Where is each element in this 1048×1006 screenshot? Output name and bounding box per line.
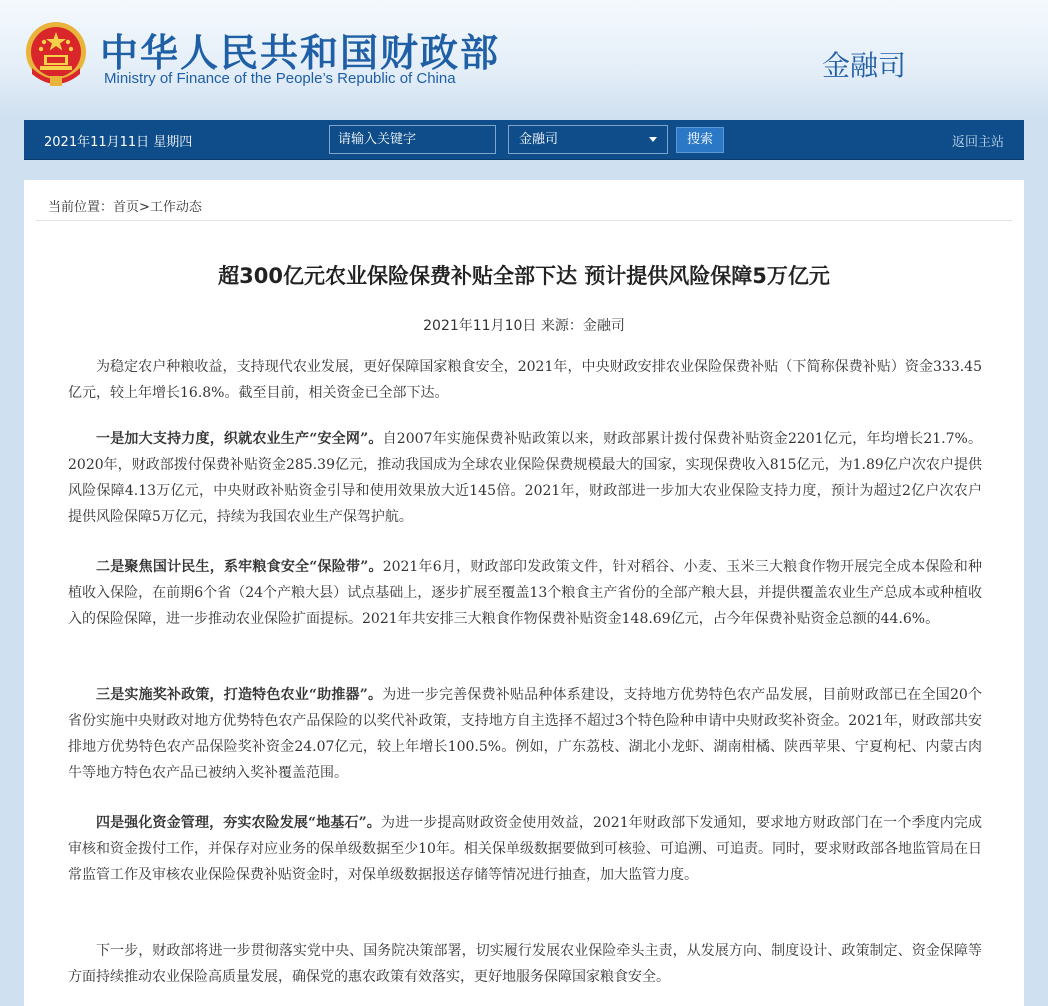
chevron-down-icon — [649, 137, 657, 142]
search-button[interactable]: 搜索 — [676, 127, 724, 153]
article-title: 超300亿元农业保险保费补贴全部下达 预计提供风险保障5万亿元 — [218, 264, 830, 288]
breadcrumb[interactable]: 当前位置：首页>工作动态 — [48, 200, 202, 215]
site-title: 中华人民共和国财政部 — [100, 31, 501, 75]
search-input[interactable] — [329, 125, 496, 154]
paragraph-intro: 为稳定农户种粮收益，支持现代农业发展，更好保障国家粮食安全，2021年，中央财政安排农业保险保费补贴（下简称保费补贴）资金333.45亿元，较上年增长16.8%。截至目前，相关资金已全部下达。 — [68, 359, 982, 401]
department-select[interactable] — [508, 125, 668, 154]
paragraph-3-heading: 三是实施奖补政策，打造特色农业“助推器”。 — [96, 687, 383, 703]
current-date: 2021年11月11日 星期四 — [44, 135, 193, 150]
site-subtitle: Ministry of Finance of the People’s Republic of China — [104, 70, 456, 87]
paragraph-4-heading: 四是强化资金管理，夯实农险发展“地基石”。 — [96, 815, 381, 831]
paragraph-4 — [68, 810, 982, 888]
back-home-link[interactable]: 返回主站 — [951, 135, 1004, 150]
paragraph-1-heading: 一是加大支持力度，织就农业生产“安全网”。 — [96, 431, 383, 447]
paragraph-3 — [68, 682, 982, 786]
navigation-bar — [24, 120, 1024, 160]
article-container — [24, 180, 1024, 1006]
paragraph-2-body: 2021年6月，财政部印发政策文件，针对稻谷、小麦、玉米三大粮食作物开展完全成本保险和种植收入保险，在前期6个省（24个产粮大县）试点基础上，逐步扩展至覆盖13个粮食主产省份的全部产粮大县，并提供覆盖农业生产总成本或种植收入的保险保障，进一步推动农业保险扩面提标。2021年共安排三大粮食作物保费补贴资金148.69亿元，占今年保费补贴资金总额的44.6%。 — [68, 559, 982, 627]
department-select-value: 金融司 — [519, 132, 559, 147]
site-header — [0, 0, 1048, 118]
article-meta: 2021年11月10日 来源：金融司 — [423, 318, 625, 334]
paragraph-conclusion: 下一步，财政部将进一步贯彻落实党中央、国务院决策部署，切实履行发展农业保险牵头主责，从发展方向、制度设计、政策制定、资金保障等方面持续推动农业保险高质量发展，确保党的惠农政策有效落实，更好地服务保障国家粮食安全。 — [68, 943, 982, 985]
paragraph-4-body: 为进一步提高财政资金使用效益，2021年财政部下发通知，要求地方财政部门在一个季度内完成审核和资金拨付工作，并保存对应业务的保单级数据至少10年。相关保单级数据要做到可核验、可追溯、可追责。同时，要求财政部各地监管局在日常监管工作及审核农业保险保费补贴资金时，对保单级数据报送存储等情况进行抽查，加大监管力度。 — [68, 815, 982, 883]
national-emblem-icon[interactable] — [22, 18, 90, 90]
paragraph-2-heading: 二是聚焦国计民生，系牢粮食安全“保险带”。 — [96, 559, 383, 575]
paragraph-2 — [68, 554, 982, 632]
paragraph-3-body: 为进一步完善保费补贴品种体系建设，支持地方优势特色农产品发展，目前财政部已在全国20个省份实施中央财政对地方优势特色农产品保险的以奖代补政策，支持地方自主选择不超过3个特色险种申请中央财政奖补资金。2021年，财政部共安排地方优势特色农产品保险奖补资金24.07亿元，较上年增长100.5%。例如，广东荔枝、湖北小龙虾、湖南柑橘、陕西苹果、宁夏枸杞、内蒙古肉牛等地方特色农产品已被纳入奖补覆盖范围。 — [68, 687, 983, 781]
paragraph-1-body: 自2007年实施保费补贴政策以来，财政部累计拨付保费补贴资金2201亿元，年均增长21.7%。2020年，财政部拨付保费补贴资金285.39亿元，推动我国成为全球农业保险保费规模最大的国家，实现保费收入815亿元，为1.89亿户次农户提供风险保障4.13万亿元，中央财政补贴资金引导和使用效果放大近145倍。2021年，财政部进一步加大农业保险支持力度，预计为超过2亿户次农户提供风险保障5万亿元，持续为我国农业生产保驾护航。 — [68, 431, 983, 525]
department-title: 金融司 — [822, 49, 907, 82]
divider — [36, 220, 1012, 221]
paragraph-1 — [68, 426, 982, 530]
